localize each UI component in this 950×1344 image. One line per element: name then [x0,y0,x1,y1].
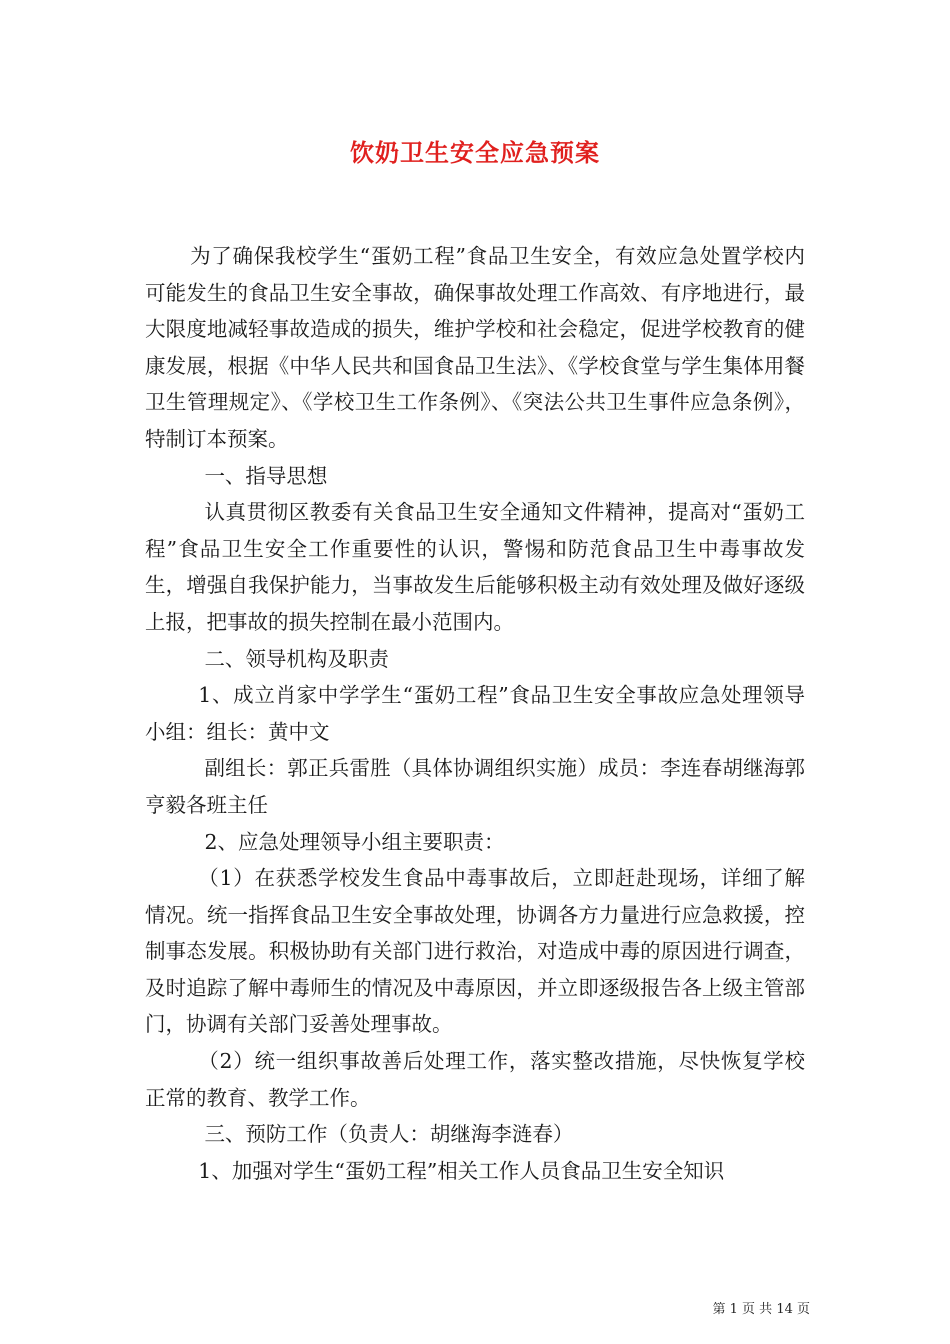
paragraph-duty-2: （2）统一组织事故善后处理工作，落实整改措施，尽快恢复学校正常的教育、教学工作。 [145,1049,805,1110]
paragraph-group-members: 副组长：郭正兵雷胜（具体协调组织实施）成员：李连春胡继海郭亨毅各班主任 [145,756,805,817]
page-number: 第 1 页 共 14 页 [712,1302,810,1317]
document-body [145,238,805,1189]
section-heading-guiding-thought: 一、指导思想 [204,463,328,488]
document-title: 饮奶卫生安全应急预案 [350,138,600,167]
paragraph-intro: 为了确保我校学生“蛋奶工程”食品卫生安全，有效应急处置学校内可能发生的食品卫生安全事故，确保事故处理工作高效、有序地进行，最大限度地减轻事故造成的损失，维护学校和社会稳定，促进学校教育的健康发展，根据《中华人民共和国食品卫生法》、《学校食堂与学生集体用餐卫生管理规定》、《学校卫生工作条例》、《突法公共卫生事件应急条例》，特制订本预案。 [145,244,805,451]
paragraph-leadership-group: 1、成立肖家中学学生“蛋奶工程”食品卫生安全事故应急处理领导小组：组长：黄中文 [145,683,805,744]
section-heading-leadership: 二、领导机构及职责 [204,646,389,671]
paragraph-guiding-thought: 认真贯彻区教委有关食品卫生安全通知文件精神，提高对“蛋奶工程”食品卫生安全工作重要性的认识，警惕和防范食品卫生中毒事故发生，增强自我保护能力，当事故发生后能够积极主动有效处理及做好逐级上报，把事故的损失控制在最小范围内。 [145,500,805,634]
paragraph-prevention-1: 1、加强对学生“蛋奶工程”相关工作人员食品卫生安全知识 [198,1158,725,1183]
paragraph-duties-heading: 2、应急处理领导小组主要职责： [204,829,505,854]
section-heading-prevention: 三、预防工作（负责人：胡继海李涟春） [204,1122,574,1147]
paragraph-duty-1: （1）在获悉学校发生食品中毒事故后，立即赶赴现场，详细了解情况。统一指挥食品卫生安全事故处理，协调各方力量进行应急救援，控制事态发展。积极协助有关部门进行救治，对造成中毒的原因进行调查，及时追踪了解中毒师生的情况及中毒原因，并立即逐级报告各上级主管部门，协调有关部门妥善处理事故。 [145,866,805,1037]
